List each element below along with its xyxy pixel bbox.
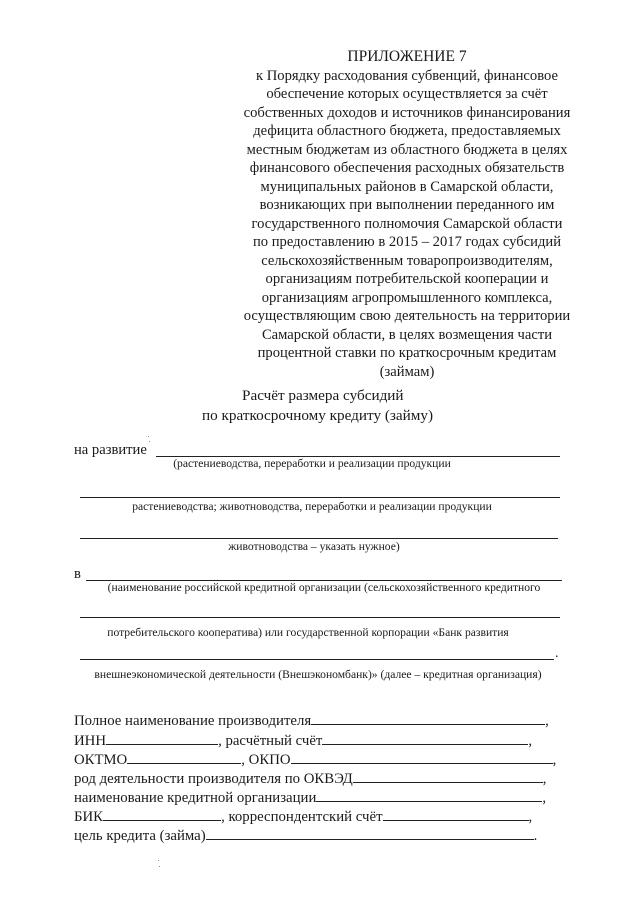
- okpo-comma: ,: [552, 752, 557, 768]
- appendix-line: возникающих при выполнении переданного им: [259, 197, 555, 213]
- account-comma: ,: [528, 733, 533, 749]
- bik-field[interactable]: [103, 807, 221, 821]
- scan-speck: [159, 866, 160, 867]
- development-label: на развитие: [74, 442, 147, 458]
- appendix-line: (займам): [379, 363, 435, 380]
- full-name-row: [74, 711, 549, 730]
- development-hint-3: животноводства – указать нужное): [228, 540, 400, 553]
- okved-comma: ,: [542, 771, 547, 787]
- corr-account-label: , корреспондентский счёт: [221, 809, 383, 825]
- bank-label: в: [74, 566, 81, 582]
- development-hint-2: растениеводства; животноводства, переработки и реализации продукции: [132, 500, 492, 513]
- appendix-line: организациям потребительской кооперации и: [265, 271, 549, 287]
- full-name-field[interactable]: [311, 711, 545, 725]
- appendix-line: процентной ставки по краткосрочным кредитам: [257, 345, 557, 361]
- bank-name-label: наименование кредитной организации: [74, 790, 317, 806]
- oktmo-field[interactable]: [127, 750, 241, 764]
- okved-label: род деятельности производителя по ОКВЭД: [74, 771, 353, 787]
- appendix-line: по предоставлению в 2015 – 2017 годах субсидий: [252, 234, 562, 250]
- appendix-line: обеспечение которых осуществляется за счёт: [266, 86, 548, 102]
- calculation-title: [0, 386, 640, 426]
- bank-name-field[interactable]: [316, 788, 542, 802]
- appendix-header: [222, 48, 592, 381]
- appendix-line: муниципальных районов в Самарской области,: [260, 178, 554, 195]
- appendix-line: Самарской области, в целях возмещения части: [261, 326, 553, 343]
- scan-speck: [148, 436, 149, 437]
- calculation-title-line1: Расчёт размера субсидий: [242, 387, 404, 404]
- calculation-title-line2: по краткосрочному кредиту (займу): [202, 407, 434, 424]
- okpo-field[interactable]: [291, 750, 553, 764]
- okpo-label: , ОКПО: [241, 752, 291, 768]
- corr-account-field[interactable]: [383, 807, 529, 821]
- appendix-line: к Порядку расходования субвенций, финансовое: [256, 67, 558, 84]
- scan-speck: [158, 860, 159, 861]
- inn-field[interactable]: [106, 731, 218, 745]
- oktmo-okpo-row: [74, 750, 556, 769]
- oktmo-label: ОКТМО: [74, 752, 128, 768]
- full-name-label: Полное наименование производителя: [74, 713, 312, 729]
- bank-line-2[interactable]: [80, 617, 560, 618]
- appendix-line: дефицита областного бюджета, предоставляемых: [253, 123, 561, 139]
- bank-dot: .: [555, 646, 559, 661]
- appendix-line: сельскохозяйственным товаропроизводителям,: [261, 252, 553, 269]
- bank-name-comma: ,: [542, 790, 547, 806]
- bank-name-row: [74, 788, 546, 807]
- okved-row: [74, 769, 546, 788]
- bank-hint-3: внешнеэкономической деятельности (Внешэкономбанк)» (далее – кредитная организация): [94, 668, 542, 681]
- appendix-line: организациям агропромышленного комплекса,: [261, 289, 553, 306]
- purpose-label: цель кредита (займа): [74, 828, 206, 844]
- account-label: , расчётный счёт: [218, 733, 323, 749]
- appendix-title: ПРИЛОЖЕНИЕ 7: [347, 48, 467, 65]
- full-name-comma: ,: [545, 713, 549, 729]
- corr-account-comma: ,: [528, 809, 533, 825]
- inn-account-row: [74, 731, 532, 750]
- scan-speck: [149, 441, 150, 442]
- appendix-line: местным бюджетам из областного бюджета в целях: [246, 141, 568, 158]
- development-line-3[interactable]: [80, 538, 558, 539]
- bank-hint-1: (наименование российской кредитной организации (сельскохозяйственного кредитного: [107, 581, 541, 594]
- inn-label: ИНН: [74, 733, 107, 749]
- bik-label: БИК: [74, 809, 104, 825]
- appendix-line: осуществляющим свою деятельность на территории: [243, 308, 571, 324]
- purpose-row: [74, 826, 537, 845]
- account-field[interactable]: [322, 731, 528, 745]
- bank-hint-2: потребительского кооператива) или государственной корпорации «Банк развития: [107, 626, 509, 639]
- appendix-line: собственных доходов и источников финансирования: [243, 104, 571, 121]
- purpose-dot: .: [533, 828, 538, 844]
- development-hint-1: (растениеводства, переработки и реализации продукции: [173, 457, 451, 470]
- bank-line-3[interactable]: [80, 659, 554, 660]
- appendix-line: финансового обеспечения расходных обязательств: [249, 160, 565, 176]
- purpose-field[interactable]: [206, 826, 534, 840]
- appendix-line: государственного полномочия Самарской области: [251, 215, 563, 232]
- okved-field[interactable]: [353, 769, 543, 783]
- development-line-2[interactable]: [80, 497, 560, 498]
- bik-row: [74, 807, 532, 826]
